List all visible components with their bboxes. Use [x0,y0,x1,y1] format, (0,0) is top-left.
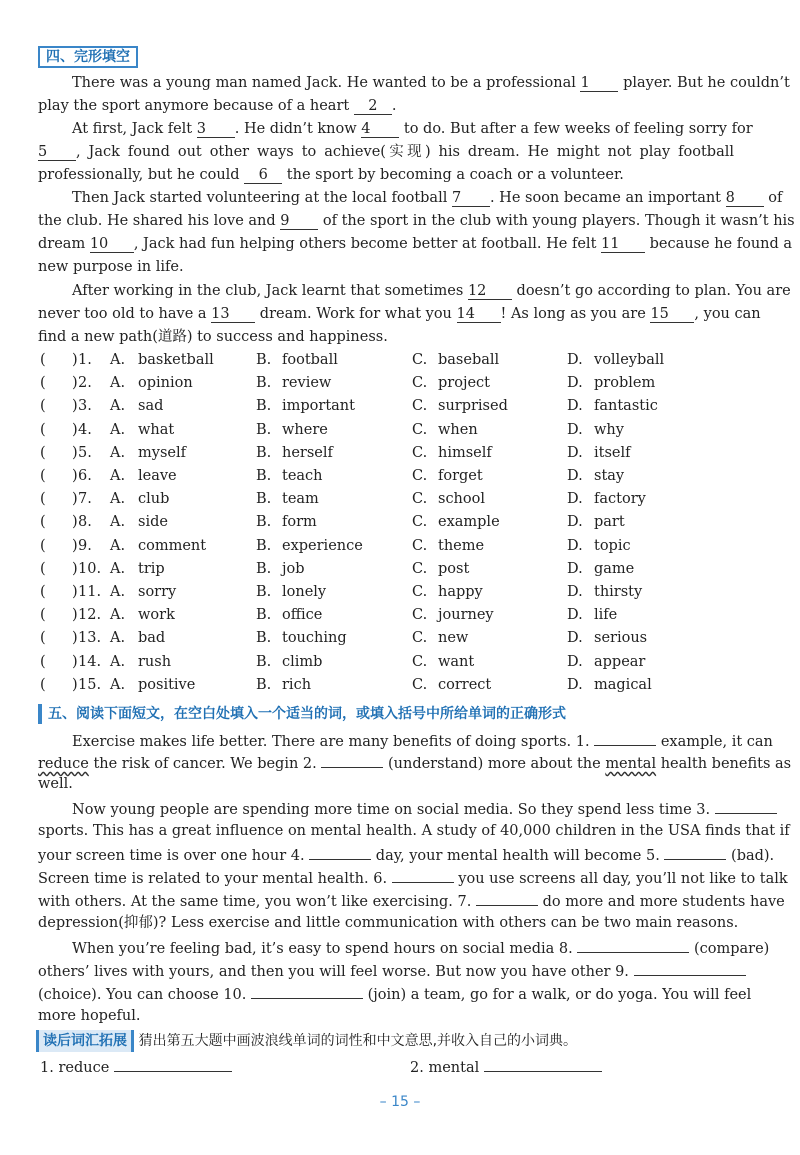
option-d[interactable]: fantastic [594,398,658,415]
s5-line [38,751,792,773]
option-b[interactable]: important [282,398,355,415]
question-number: 6. [78,468,92,484]
question-number: 3. [78,398,92,415]
cloze-text: ! As long as you are [500,306,651,322]
option-d[interactable]: appear [594,653,646,670]
option-letter: D. [567,630,583,647]
cloze-line [38,141,734,163]
cloze-text: , Jack had fun helping others become better at football. He felt [133,236,601,252]
option-c[interactable]: baseball [438,352,500,368]
cloze-blank-6[interactable]: 6 [244,167,282,184]
option-letter: A. [110,607,126,624]
answer-blank[interactable] [577,936,689,953]
s5-line [38,959,734,981]
answer-paren[interactable]: ( [40,584,46,600]
cloze-line [38,164,734,186]
option-a[interactable]: work [138,607,175,624]
option-letter: B. [256,352,272,368]
option-letter: A. [110,653,126,670]
cloze-text: because he found a [645,236,793,252]
cloze-line [72,280,791,302]
vocab-item-1 [40,1055,232,1077]
cloze-blank-2[interactable]: 2 [354,98,392,115]
cloze-line [38,95,734,117]
option-a[interactable]: comment [138,537,207,554]
option-letter: A. [110,630,126,647]
option-b[interactable]: review [282,375,332,392]
text: example, it can [656,734,773,750]
option-letter: C. [412,537,428,554]
option-letter: C. [412,514,428,531]
option-letter: B. [256,630,272,647]
option-c[interactable]: journey [438,607,494,624]
option-letter: D. [567,491,583,508]
answer-paren-close: ) [72,653,78,670]
s5-line [72,729,773,751]
s5-line: depression(抑郁)? Less exercise and little communication with others can be two main reasons. [38,915,739,931]
section5-header [38,703,566,725]
option-letter: C. [412,630,428,647]
answer-paren-close: ) [72,514,78,531]
answer-blank[interactable] [251,982,363,999]
cloze-blank-11[interactable]: 11 [601,236,645,253]
option-c[interactable]: correct [438,676,492,693]
answer-paren[interactable]: ( [40,421,46,438]
option-letter: A. [110,375,126,392]
option-letter: D. [567,398,583,415]
option-a[interactable]: opinion [138,375,193,392]
option-letter: B. [256,560,272,577]
option-letter: A. [110,514,126,531]
option-c[interactable]: school [438,491,485,508]
section4-header [38,46,138,68]
option-letter: C. [412,398,428,415]
option-a[interactable]: sorry [138,584,177,600]
text: Screen time is related to your mental health. 6. [38,871,392,887]
option-c[interactable]: forget [438,468,483,484]
option-letter: A. [110,537,126,554]
answer-blank[interactable] [309,843,371,860]
answer-paren[interactable]: ( [40,676,46,693]
question-number: 11. [78,584,102,600]
vocab-instruction: 猜出第五大题中画波浪线单词的词性和中文意思,并收入自己的小词典。 [138,1033,578,1049]
option-a[interactable]: rush [138,653,172,670]
option-letter: B. [256,607,272,624]
option-letter: A. [110,491,126,508]
answer-paren[interactable]: ( [40,653,46,670]
option-letter: D. [567,375,583,392]
option-d[interactable]: thirsty [594,584,643,600]
answer-paren[interactable]: ( [40,352,46,368]
vocab-blank[interactable] [114,1055,232,1072]
option-letter: A. [110,584,126,600]
s5-line: sports. This has a great influence on mental health. A study of 40,000 children in the USA finds that if [38,823,790,839]
vocab-row [36,1030,732,1052]
option-b[interactable]: experience [282,537,363,554]
answer-paren-close: ) [72,375,78,392]
answer-paren[interactable]: ( [40,444,46,461]
cloze-text: . He didn’t know [234,121,362,137]
option-b[interactable]: team [282,491,319,508]
option-letter: A. [110,676,126,693]
answer-paren-close: ) [72,537,78,554]
cloze-line [38,326,734,348]
cloze-text: , Jack found out other ways to achieve(实现) his dream. He might not play football [76,144,734,160]
text: day, your mental health will become 5. [371,848,665,864]
option-letter: D. [567,607,583,624]
option-d[interactable]: problem [594,375,656,392]
vocab-word: 2. mental [410,1060,480,1076]
option-letter: B. [256,537,272,554]
section5-title: 五、阅读下面短文，在空白处填入一个适当的词，或填入括号中所给单词的正确形式 [38,704,566,724]
s5-line [72,797,734,819]
option-letter: B. [256,375,272,392]
question-number: 9. [78,537,92,554]
option-letter: A. [110,560,126,577]
option-b[interactable]: herself [282,444,333,461]
text: you use screens all day, you’ll not like to talk [453,871,788,887]
option-a[interactable]: basketball [138,352,214,368]
option-letter: D. [567,676,583,693]
option-c[interactable]: want [438,653,475,670]
option-letter: B. [256,421,272,438]
wavy-word-reduce: reduce [38,756,89,772]
cloze-text: . [391,98,397,114]
option-letter: B. [256,676,272,693]
option-letter: A. [110,398,126,415]
cloze-text: dream [38,236,90,252]
answer-paren[interactable]: ( [40,537,46,554]
answer-paren[interactable]: ( [40,468,46,484]
option-letter: C. [412,653,428,670]
option-d[interactable]: itself [594,444,631,461]
cloze-text: the sport by becoming a coach or a volunteer. [282,167,624,183]
answer-paren-close: ) [72,560,78,577]
option-c[interactable]: theme [438,537,485,554]
cloze-text: professionally, but he could [38,167,245,183]
page-number: – 15 – [379,1094,421,1110]
option-letter: D. [567,514,583,531]
cloze-line [38,303,761,325]
option-letter: D. [567,560,583,577]
option-b[interactable]: office [282,607,323,624]
option-letter: C. [412,560,428,577]
answer-paren[interactable]: ( [40,514,46,531]
option-c[interactable]: example [438,514,500,531]
option-letter: D. [567,352,583,368]
cloze-text: doesn’t go according to plan. You are [511,283,791,299]
option-letter: D. [567,444,583,461]
option-b[interactable]: lonely [282,584,327,600]
answer-blank[interactable] [664,843,726,860]
option-a[interactable]: positive [138,676,196,693]
option-a[interactable]: trip [138,560,165,577]
s5-line: more hopeful. [38,1008,141,1024]
option-a[interactable]: leave [138,468,177,484]
cloze-blank-1[interactable]: 1 [580,75,618,92]
option-letter: C. [412,421,428,438]
option-a[interactable]: myself [138,444,186,461]
text: (bad). [726,848,775,864]
option-b[interactable]: rich [282,676,312,693]
option-c[interactable]: himself [438,444,492,461]
option-letter: D. [567,537,583,554]
option-c[interactable]: surprised [438,398,508,415]
question-number: 2. [78,375,92,392]
option-d[interactable]: stay [594,468,625,484]
section4-title: 四、完形填空 [38,46,138,68]
text: (join) a team, go for a walk, or do yoga. You will feel [362,987,752,1003]
option-a[interactable]: side [138,514,168,531]
text: others’ lives with yours, and then you will feel worse. But now you have other 9. [38,964,634,980]
cloze-blank-15[interactable]: 15 [650,306,694,323]
answer-blank[interactable] [594,729,656,746]
option-letter: C. [412,444,428,461]
answer-paren-close: ) [72,468,78,484]
option-letter: B. [256,653,272,670]
wavy-word-mental: mental [605,756,657,772]
question-number: 14. [78,653,102,670]
option-letter: C. [412,468,428,484]
answer-paren-close: ) [72,421,78,438]
option-b[interactable]: football [282,352,338,368]
vocab-word: 1. reduce [40,1060,110,1076]
text: Exercise makes life better. There are many benefits of doing sports. 1. [72,734,595,750]
s5-line [38,866,788,888]
cloze-text: . He soon became an important [489,190,726,206]
option-letter: B. [256,444,272,461]
option-d[interactable]: game [594,560,635,577]
cloze-text: player. But he couldn’t [618,75,790,91]
answer-paren-close: ) [72,444,78,461]
question-number: 8. [78,514,92,531]
s5-line [38,843,775,865]
option-letter: D. [567,421,583,438]
option-c[interactable]: new [438,630,469,647]
answer-paren[interactable]: ( [40,630,46,647]
cloze-line [38,210,795,232]
s5-line [72,936,770,958]
option-c[interactable]: post [438,560,470,577]
option-letter: D. [567,584,583,600]
cloze-line [38,256,734,278]
option-c[interactable]: happy [438,584,483,600]
answer-paren[interactable]: ( [40,375,46,392]
option-letter: B. [256,491,272,508]
answer-blank[interactable] [634,959,746,976]
cloze-blank-4[interactable]: 4 [361,121,399,138]
option-b[interactable]: climb [282,653,323,670]
answer-blank[interactable] [321,751,383,768]
vocab-item-2 [410,1055,602,1077]
option-letter: A. [110,352,126,368]
option-letter: C. [412,676,428,693]
text: Now young people are spending more time on social media. So they spend less time 3. [72,802,715,818]
text: the risk of cancer. We begin 2. [88,756,322,772]
cloze-blank-3[interactable]: 3 [197,121,235,138]
cloze-text: , you can [694,306,761,322]
cloze-line [72,72,790,94]
text: (choice). You can choose 10. [38,987,251,1003]
question-number: 15. [78,676,102,693]
option-letter: A. [110,444,126,461]
option-d[interactable]: topic [594,537,631,554]
option-a[interactable]: sad [138,398,164,415]
question-number: 10. [78,560,102,577]
answer-paren-close: ) [72,607,78,624]
cloze-text: play the sport anymore because of a heart [38,98,354,114]
question-number: 4. [78,421,92,438]
option-letter: C. [412,607,428,624]
option-b[interactable]: touching [282,630,347,647]
cloze-text: new purpose in life. [38,259,184,275]
vocab-blank[interactable] [484,1055,602,1072]
option-letter: B. [256,398,272,415]
answer-paren-close: ) [72,398,78,415]
option-letter: A. [110,468,126,484]
option-d[interactable]: serious [594,630,648,647]
answer-blank[interactable] [715,797,777,814]
answer-blank[interactable] [476,889,538,906]
cloze-text: never too old to have a [38,306,212,322]
option-letter: D. [567,468,583,484]
answer-paren-close: ) [72,352,78,368]
answer-paren[interactable]: ( [40,607,46,624]
option-d[interactable]: life [594,607,618,624]
text: with others. At the same time, you won’t like exercising. 7. [38,894,476,910]
cloze-blank-8[interactable]: 8 [726,190,764,207]
option-c[interactable]: project [438,375,490,392]
cloze-blank-7[interactable]: 7 [452,190,490,207]
option-b[interactable]: job [282,560,305,577]
option-d[interactable]: part [594,514,625,531]
cloze-blank-13[interactable]: 13 [211,306,255,323]
option-letter: C. [412,491,428,508]
option-d[interactable]: magical [594,676,652,693]
question-number: 13. [78,630,102,647]
answer-paren[interactable]: ( [40,398,46,415]
option-d[interactable]: volleyball [594,352,665,368]
cloze-line [72,118,753,140]
s5-line [38,889,785,911]
cloze-text: find a new path(道路) to success and happiness. [38,329,388,345]
cloze-text: Then Jack started volunteering at the local football [72,190,452,206]
question-number: 12. [78,607,102,624]
cloze-text: to do. But after a few weeks of feeling sorry for [399,121,753,137]
cloze-blank-10[interactable]: 10 [90,236,134,253]
cloze-line [38,233,793,255]
text: (understand) more about the [383,756,606,772]
cloze-text: At first, Jack felt [72,121,197,137]
option-a[interactable]: what [138,421,175,438]
cloze-text: of [763,190,783,206]
question-number: 5. [78,444,92,461]
cloze-text: of the sport in the club with young players. Though it wasn’t his [318,213,795,229]
option-letter: C. [412,375,428,392]
answer-paren[interactable]: ( [40,491,46,508]
vocab-tag: 读后词汇拓展 [36,1030,134,1052]
answer-blank[interactable] [392,866,454,883]
s5-line: well. [38,776,73,792]
option-d[interactable]: factory [594,491,646,508]
cloze-blank-14[interactable]: 14 [457,306,501,323]
cloze-text: There was a young man named Jack. He wanted to be a professional [72,75,581,91]
text: When you’re feeling bad, it’s easy to spend hours on social media 8. [72,941,578,957]
text: (compare) [689,941,770,957]
s5-line [38,982,752,1004]
cloze-blank-9[interactable]: 9 [280,213,318,230]
answer-paren-close: ) [72,676,78,693]
cloze-text: dream. Work for what you [255,306,457,322]
answer-paren[interactable]: ( [40,560,46,577]
answer-paren-close: ) [72,630,78,647]
option-letter: C. [412,352,428,368]
cloze-text: After working in the club, Jack learnt that sometimes [72,283,468,299]
option-b[interactable]: form [282,514,317,531]
option-b[interactable]: teach [282,468,323,484]
option-c[interactable]: when [438,421,478,438]
answer-paren-close: ) [72,491,78,508]
option-letter: A. [110,421,126,438]
cloze-blank-5[interactable]: 5 [38,144,76,161]
question-number: 7. [78,491,92,508]
answer-paren-close: ) [72,584,78,600]
question-number: 1. [78,352,92,368]
cloze-line [72,187,783,209]
option-b[interactable]: where [282,421,328,438]
text: do more and more students have [537,894,785,910]
option-letter: D. [567,653,583,670]
cloze-text: the club. He shared his love and [38,213,281,229]
option-letter: B. [256,584,272,600]
option-letter: B. [256,514,272,531]
option-letter: B. [256,468,272,484]
text: health benefits as [656,756,792,772]
text: your screen time is over one hour 4. [38,848,310,864]
cloze-blank-12[interactable]: 12 [468,283,512,300]
option-letter: C. [412,584,428,600]
option-d[interactable]: why [594,421,624,438]
option-a[interactable]: club [138,491,170,508]
option-a[interactable]: bad [138,630,166,647]
